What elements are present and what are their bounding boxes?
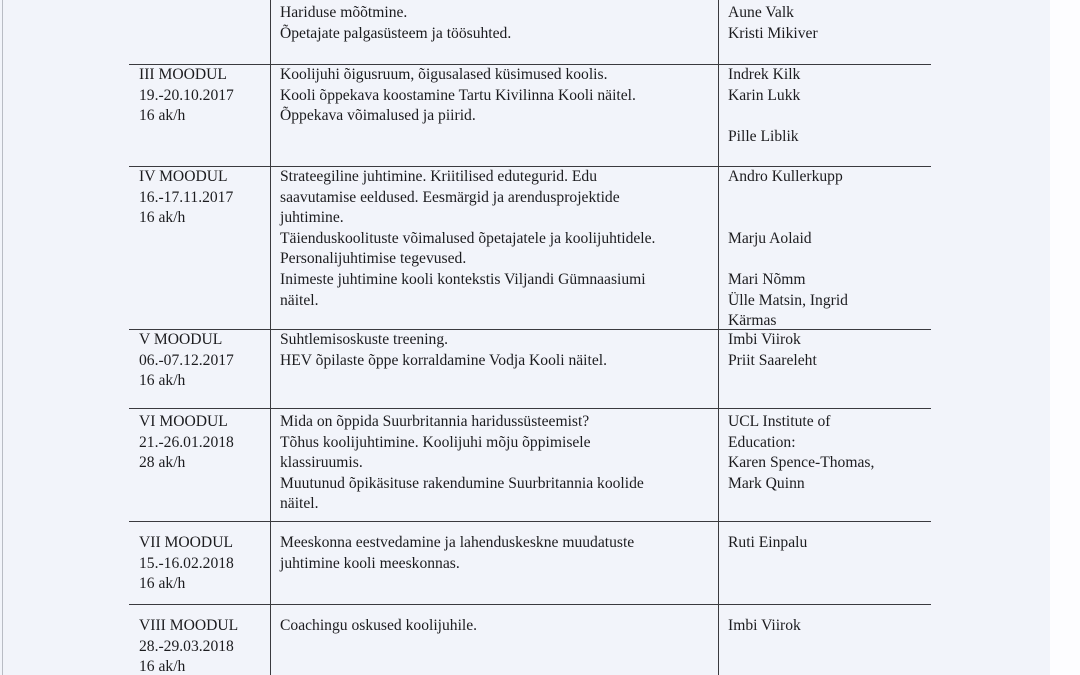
module-name: III MOODUL: [139, 66, 227, 83]
description-line: Strateegiline juhtimine. Kriitilised edutegurid. Edu: [280, 168, 598, 185]
description-line: Suhtlemisoskuste treening.: [280, 331, 449, 348]
description-line: juhtimine kooli meeskonnas.: [280, 554, 460, 572]
lecturer-name: Karen Spence-Thomas,: [728, 454, 875, 472]
description-line: juhtimine.: [280, 209, 344, 227]
module-info-iii: [139, 65, 234, 127]
module-lecturers-vi: [728, 412, 874, 494]
module-dates: 19.-20.10.2017: [139, 86, 234, 104]
module-hours: 16 ak/h: [139, 575, 186, 593]
partial-row-description: [280, 3, 511, 44]
module-name: VIII MOODUL: [139, 617, 239, 634]
lecturer-name: UCL Institute of: [728, 413, 831, 430]
module-description-v: [280, 330, 607, 371]
module-lecturers-iv: [728, 167, 848, 332]
module-hours: 28 ak/h: [139, 454, 186, 472]
lecturer-name: Karin Lukk: [728, 86, 801, 104]
module-name: VII MOODUL: [139, 534, 233, 551]
module-name: VI MOODUL: [139, 413, 228, 430]
lecturer-name: Mari Nõmm: [728, 270, 806, 288]
module-lecturers-vii: [728, 533, 807, 554]
description-line: Coachingu oskused koolijuhile.: [280, 617, 478, 634]
module-dates: 28.-29.03.2018: [139, 637, 234, 655]
module-dates: 16.-17.11.2017: [139, 188, 234, 206]
module-description-viii: [280, 616, 477, 637]
module-info-viii: [139, 616, 238, 675]
module-hours: 16 ak/h: [139, 372, 186, 390]
module-description-vii: [280, 533, 634, 574]
module-lecturers-viii: [728, 616, 801, 637]
description-line: Õpetajate palgasüsteem ja töösuhted.: [280, 24, 512, 42]
lecturer-name: Mark Quinn: [728, 474, 805, 492]
description-line: saavutamise eeldused. Eesmärgid ja arendusprojektide: [280, 188, 620, 206]
module-dates: 21.-26.01.2018: [139, 433, 234, 451]
description-line: Hariduse mõõtmine.: [280, 4, 408, 21]
module-hours: 16 ak/h: [139, 209, 186, 227]
lecturer-name: Education:: [728, 433, 796, 451]
module-lecturers-iii: [728, 65, 800, 147]
column-divider-lecturers: [718, 0, 719, 675]
description-line: Personalijuhtimise tegevused.: [280, 250, 467, 268]
module-lecturers-v: [728, 330, 817, 371]
lecturer-name: Priit Saareleht: [728, 351, 817, 369]
module-description-iii: [280, 65, 636, 127]
description-line: Inimeste juhtimine kooli kontekstis Viljandi Gümnaasiumi: [280, 270, 646, 288]
scan-edge: [2, 0, 3, 675]
module-hours: 16 ak/h: [139, 658, 186, 675]
module-dates: 06.-07.12.2017: [139, 351, 234, 369]
description-line: klassiruumis.: [280, 454, 363, 472]
module-name: V MOODUL: [139, 331, 223, 348]
row-divider: [129, 604, 931, 605]
lecturer-name: Ülle Matsin, Ingrid: [728, 291, 848, 309]
module-info-iv: [139, 167, 233, 229]
module-description-vi: [280, 412, 644, 515]
description-line: Kooli õppekava koostamine Tartu Kivilinna Kooli näitel.: [280, 86, 636, 104]
description-line: Koolijuhi õigusruum, õigusalased küsimused koolis.: [280, 66, 608, 83]
lecturer-name: Marju Aolaid: [728, 229, 812, 247]
lecturer-name: Imbi Viirok: [728, 331, 801, 348]
description-line: näitel.: [280, 291, 319, 309]
description-line: Täienduskoolituste võimalused õpetajatele ja koolijuhtidele.: [280, 229, 656, 247]
module-info-vi: [139, 412, 234, 474]
lecturer-name: Kärmas: [728, 312, 777, 330]
lecturer-name: Aune Valk: [728, 4, 794, 21]
module-info-vii: [139, 533, 234, 595]
description-line: näitel.: [280, 495, 319, 513]
page-margin: [1050, 0, 1080, 675]
partial-row-lecturers: [728, 3, 818, 44]
lecturer-name: Indrek Kilk: [728, 66, 801, 83]
module-dates: 15.-16.02.2018: [139, 554, 234, 572]
description-line: Mida on õppida Suurbritannia haridussüsteemist?: [280, 413, 590, 430]
row-divider: [129, 408, 931, 409]
lecturer-name: Pille Liblik: [728, 127, 799, 145]
description-line: Meeskonna eestvedamine ja lahenduskeskne muudatuste: [280, 534, 635, 551]
description-line: Muutunud õpikäsituse rakendumine Suurbritannia koolide: [280, 474, 644, 492]
row-divider: [129, 521, 931, 522]
lecturer-name: Andro Kullerkupp: [728, 168, 843, 185]
description-line: Õppekava võimalused ja piirid.: [280, 107, 476, 125]
description-line: Tõhus koolijuhtimine. Koolijuhi mõju õppimisele: [280, 433, 591, 451]
lecturer-name: Imbi Viirok: [728, 617, 801, 634]
lecturer-name: Ruti Einpalu: [728, 534, 808, 551]
module-name: IV MOODUL: [139, 168, 228, 185]
column-divider-description: [270, 0, 271, 675]
module-info-v: [139, 330, 234, 392]
module-hours: 16 ak/h: [139, 107, 186, 125]
module-description-iv: [280, 167, 655, 311]
lecturer-name: Kristi Mikiver: [728, 24, 818, 42]
description-line: HEV õpilaste õppe korraldamine Vodja Kooli näitel.: [280, 351, 607, 369]
